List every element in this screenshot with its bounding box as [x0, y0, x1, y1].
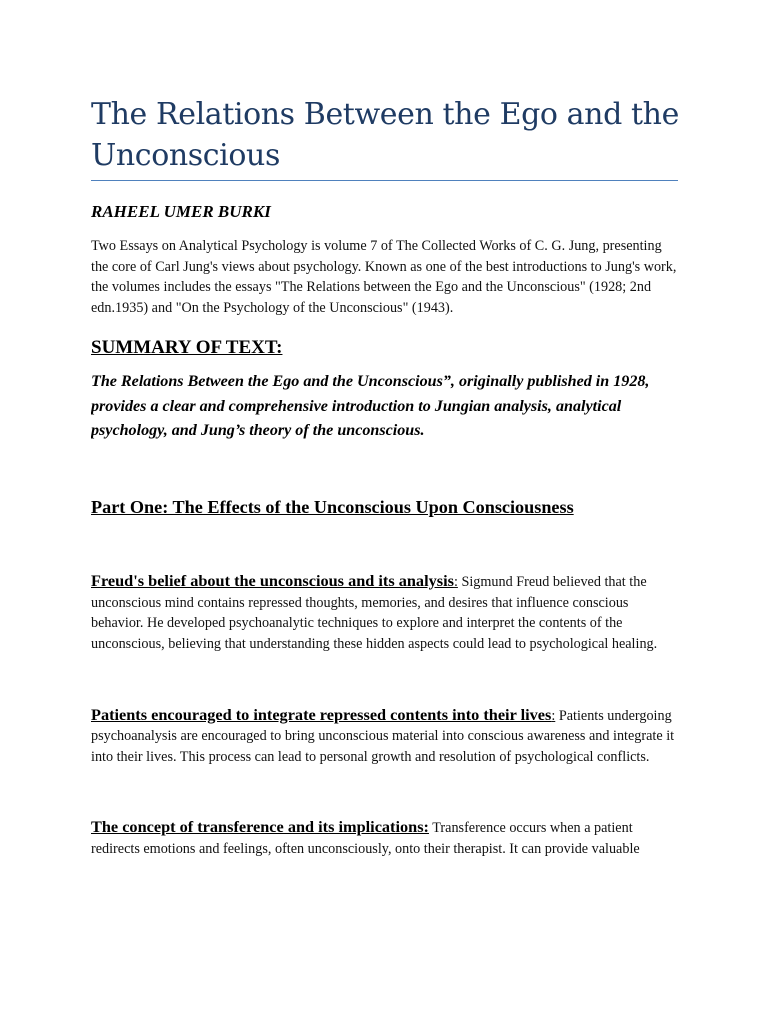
summary-paragraph: The Relations Between the Ego and the Unconscious”, originally published in 1928, provides a clear and comprehensive introduction to Jungian analysis, analytical psychology, and Jung’s theory of the unconscious. [91, 373, 650, 440]
author-name: RAHEEL UMER BURKI [91, 202, 271, 221]
section-body: Patients undergoing psychoanalysis are encouraged to bring unconscious material into conscious awareness and integrate it into their lives. This process can lead to personal growth and resolution of psychological conflicts. [91, 707, 675, 766]
section-transference [91, 817, 681, 859]
section-separator: : [453, 573, 458, 590]
document-title: The Relations Between the Ego and the Unconscious [91, 97, 679, 173]
section-separator: : [551, 707, 556, 724]
part-one-heading: Part One: The Effects of the Unconscious Upon Consciousness [91, 496, 574, 517]
title-divider [91, 180, 678, 181]
document-page [91, 0, 681, 1024]
intro-paragraph: Two Essays on Analytical Psychology is volume 7 of The Collected Works of C. G. Jung, presenting the core of Carl Jung's views about psychology. Known as one of the best introductions to Jung's work, the volumes includes the essays "The Relations between the Ego and the Unconscious" (1928; 2nd edn.1935) and "On the Psychology of the Unconscious" (1943). [91, 238, 677, 316]
section-heading: Freud's belief about the unconscious and its analysis [91, 570, 454, 590]
section-freud-belief [91, 571, 681, 655]
section-body: Sigmund Freud believed that the unconscious mind contains repressed thoughts, memories, and desires that influence conscious behavior. He developed psychoanalytic techniques to explore and interpret the contents of the unconscious, believing that understanding these hidden aspects could lead to psychological healing. [91, 573, 658, 652]
section-body: Transference occurs when a patient redirects emotions and feelings, often unconsciously, onto their therapist. It can provide valuable [91, 819, 640, 857]
section-heading: Patients encouraged to integrate repressed contents into their lives [91, 704, 552, 724]
section-patients-integrate [91, 705, 681, 768]
section-heading: The concept of transference and its implications: [91, 816, 429, 836]
summary-heading: SUMMARY OF TEXT: [91, 337, 283, 359]
